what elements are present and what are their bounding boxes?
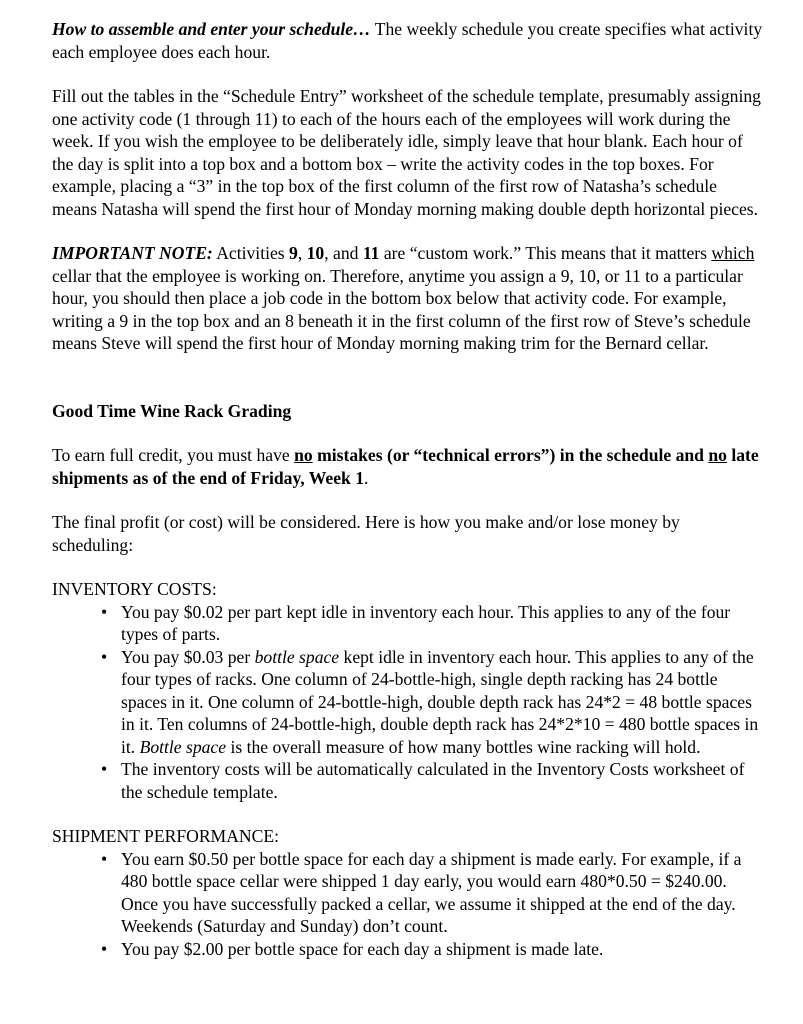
- grading-heading: Good Time Wine Rack Grading: [52, 400, 292, 421]
- list-item: [52, 601, 764, 646]
- list-item: [52, 848, 764, 938]
- shipment-bullet-2-text: You pay $2.00 per bottle space for each day a shipment is made late.: [121, 938, 604, 959]
- inventory-bullet-2-text-b: kept idle in inventory each hour. This applies to any of the four types of racks. One column of 24-bottle-high, single depth racking has 24 bottle spaces in it. One column of 24-bottle-high, double depth rack has 24*2 = 48 bottle spaces in it. Ten columns of 24-bottle-high, double depth rack has 24*2*10 = 480 bottle spaces in it.: [121, 646, 759, 757]
- shipment-performance-label: SHIPMENT PERFORMANCE:: [52, 826, 279, 846]
- important-text-2: ,: [297, 243, 307, 263]
- fill-out-paragraph: Fill out the tables in the “Schedule Entry” worksheet of the schedule template, presumably assigning one activity code (1 through 11) to each of the hours each of the employees will work during the week. If you wish the employee to be deliberately idle, simply leave that hour blank. Each hour of the day is split into a top box and a bottom box – write the activity codes in the top boxes. For example, placing a “3” in the top box of the first column of the first row of Natasha’s schedule means Natasha will spend the first hour of Monday morning making double depth horizontal pieces.: [52, 86, 761, 219]
- credit-text-1: To earn full credit, you must have: [52, 445, 295, 465]
- important-text-3: , and: [324, 243, 363, 263]
- shipment-performance-list: [52, 848, 764, 961]
- inventory-bullet-3-text: The inventory costs will be automatically calculated in the Inventory Costs worksheet of the schedule template.: [121, 759, 745, 802]
- credit-text-3: late shipments as of the end of Friday, Week 1: [52, 445, 759, 488]
- full-credit-paragraph: [52, 444, 764, 489]
- inventory-bullet-2-text-c: is the overall measure of how many bottles wine racking will hold.: [226, 736, 701, 757]
- bullet-icon: •: [101, 646, 108, 667]
- inventory-bullet-2-text-a: You pay $0.03 per: [121, 646, 255, 667]
- list-item: [52, 646, 764, 759]
- list-item: [52, 758, 764, 803]
- credit-no-2: no: [708, 445, 727, 465]
- bottle-space-emphasis: bottle space: [254, 646, 340, 667]
- credit-text-4: .: [364, 467, 369, 488]
- important-note-paragraph: [52, 242, 764, 355]
- profit-paragraph: The final profit (or cost) will be considered. Here is how you make and/or lose money by scheduling:: [52, 512, 680, 555]
- bottle-space-emphasis-2: Bottle space: [139, 736, 227, 757]
- which-underlined: which: [711, 243, 755, 263]
- activity-9: 9: [289, 243, 298, 263]
- intro-lead: How to assemble and enter your schedule…: [52, 19, 371, 39]
- important-note-label: IMPORTANT NOTE:: [52, 243, 213, 263]
- intro-paragraph: [52, 18, 764, 63]
- inventory-bullet-1-text: You pay $0.02 per part kept idle in inventory each hour. This applies to any of the four types of parts.: [121, 601, 731, 644]
- activity-10: 10: [306, 243, 325, 263]
- important-text-5: cellar that the employee is working on. Therefore, anytime you assign a 9, 10, or 11 to a particular hour, you should then place a job code in the bottom box below that activity code. For example, writing a 9 in the top box and an 8 beneath it in the first column of the first row of Steve’s schedule means Steve will spend the first hour of Monday morning making trim for the Bernard cellar.: [52, 265, 751, 353]
- intro-text: The weekly schedule you create specifies what activity each employee does each hour.: [52, 19, 763, 62]
- credit-text-2: mistakes (or “technical errors”) in the schedule and: [312, 445, 709, 465]
- bullet-icon: •: [101, 848, 108, 869]
- shipment-bullet-1-text: You earn $0.50 per bottle space for each day a shipment is made early. For example, if a 480 bottle space cellar were shipped 1 day early, you would earn 480*0.50 = $240.00. Once you have successfully packed a cellar, we assume it shipped at the end of the day. Weekends (Saturday and Sunday) don’t count.: [121, 848, 742, 936]
- document-page: [52, 18, 764, 960]
- important-text-1: Activities: [212, 243, 290, 263]
- credit-no-1: no: [294, 445, 313, 465]
- inventory-costs-label: INVENTORY COSTS:: [52, 579, 217, 599]
- bullet-icon: •: [101, 759, 108, 779]
- activity-11: 11: [362, 243, 380, 263]
- list-item: [52, 938, 764, 961]
- inventory-costs-list: [52, 601, 764, 804]
- bullet-icon: •: [101, 601, 108, 622]
- important-text-4: are “custom work.” This means that it matters: [379, 243, 712, 263]
- bullet-icon: •: [101, 938, 108, 959]
